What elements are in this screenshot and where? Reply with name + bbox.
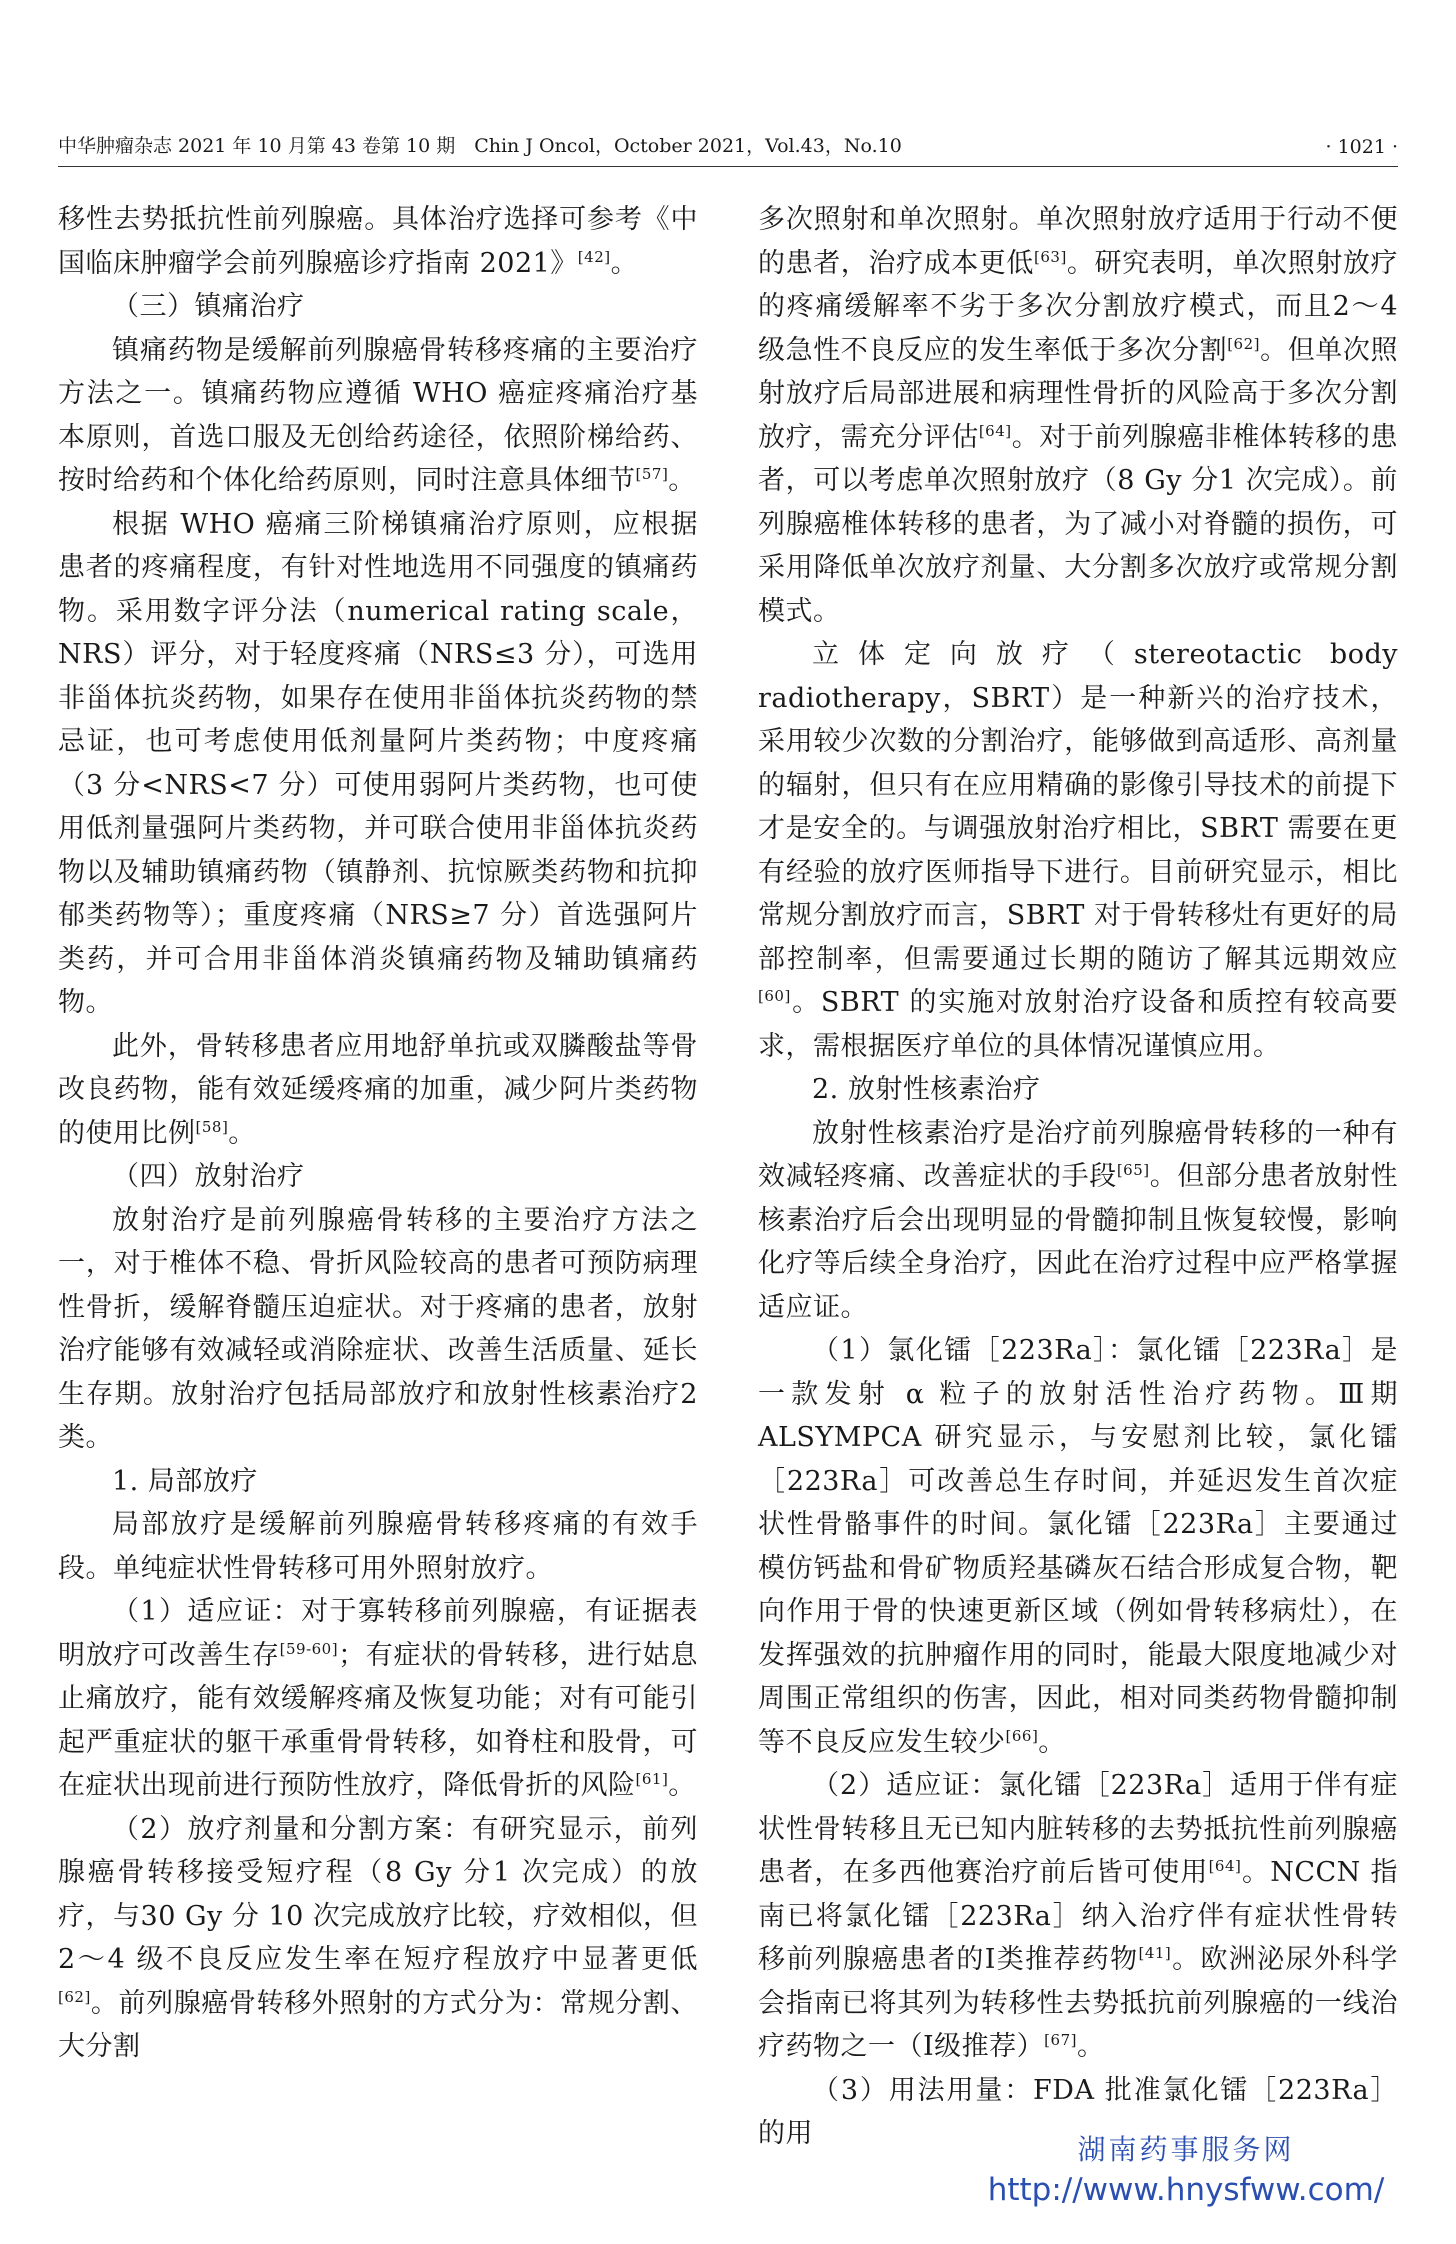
paragraph <box>58 329 698 503</box>
citation-ref: [62] <box>58 1987 91 2006</box>
citation-ref: [61] <box>635 1770 669 1788</box>
paragraph-text: 。但部分患者放射性核素治疗后会出现明显的骨髓抑制且恢复较慢，影响化疗等后续全身治疗，因此在治疗过程中应严格掌握适应证。 <box>758 1161 1399 1323</box>
paragraph <box>58 1155 698 1199</box>
paragraph-text: 放射治疗是前列腺癌骨转移的主要治疗方法之一，对于椎体不稳、骨折风险较高的患者可预防病理性骨折，缓解脊髓压迫症状。对于疼痛的患者，放射治疗能够有效减轻或消除症状、改善生活质量、延长生存期。放射治疗包括局部放疗和放射性核素治疗2 类。 <box>58 1204 698 1453</box>
citation-ref: [67] <box>1044 2031 1077 2049</box>
paragraph-text: 根据 WHO 癌痛三阶梯镇痛治疗原则，应根据患者的疼痛程度，有针对性地选用不同强度的镇痛药物。采用数字评分法（numerical rating scale，NRS）评分，对于轻度疼痛（NRS≤3 分），可选用非甾体抗炎药物，如果存在使用非甾体抗炎药物的禁忌证，也可考虑使用低剂量阿片类药物；中度疼痛（3 分<NRS<7 分）可使用弱阿片类药物，也可使用低剂量强阿片类药物，并可联合使用非甾体抗炎药物以及辅助镇痛药物（镇静剂、抗惊厥类药物和抗抑郁类药物等）；重度疼痛（NRS≥7 分）首选强阿片类药，并可合用非甾体消炎镇痛药物及辅助镇痛药物。 <box>58 508 698 1018</box>
citation-ref: [63] <box>1034 247 1067 266</box>
paragraph <box>58 1808 698 2069</box>
citation-ref: [64] <box>978 421 1012 440</box>
paragraph-text: （1）氯化镭［223Ra］：氯化镭［223Ra］是一款发射 α 粒子的放射活性治疗药物。Ⅲ期 ALSYMPCA 研究显示，与安慰剂比较，氯化镭［223Ra］可改善总生存时间，并延迟发生首次症状性骨骼事件的时间。氯化镭［223Ra］主要通过模仿钙盐和骨矿物质羟基磷灰石结合形成复合物，靶向作用于骨的快速更新区域（例如骨转移病灶），在发挥强效的抗肿瘤作用的同时，能最大限度地减少对周围正常组织的伤害，因此，相对同类药物骨髓抑制等不良反应发生较少 <box>758 1335 1398 1758</box>
paragraph <box>58 1590 698 1808</box>
paragraph <box>58 1025 698 1156</box>
right-column <box>758 198 1398 2156</box>
paragraph-text: 。 <box>610 247 639 279</box>
paragraph-text: 。 <box>1076 2031 1105 2062</box>
paragraph <box>758 1112 1398 1330</box>
citation-ref: [42] <box>577 247 611 266</box>
paragraph-text: 多次照射和单次照射。单次照射放疗适用于行动不便的患者，治疗成本更低 <box>758 204 1398 279</box>
paragraph-text: 。NCCN 指南已将氯化镭［223Ra］纳入治疗伴有症状性骨转移前列腺癌患者的Ⅰ类推荐药物 <box>758 1857 1399 1975</box>
paragraph-text: 。 <box>668 1770 696 1801</box>
citation-ref: [64] <box>1208 1857 1242 1875</box>
citation-ref: [65] <box>1116 1161 1150 1179</box>
citation-ref: [41] <box>1138 1944 1172 1962</box>
paragraph <box>758 1068 1398 1112</box>
paragraph-text: 。 <box>1038 1726 1066 1758</box>
paragraph-text: 立体定向放疗（stereotactic body radiotherapy，SBRT）是一种新兴的治疗技术，采用较少次数的分割治疗，能够做到高适形、高剂量的辐射，但只有在应用精确的影像引导技术的前提下才是安全的。与调强放射治疗相比，SBRT 需要在更有经验的放疗医师指导下进行。目前研究显示，相比常规分割放疗而言，SBRT 对于骨转移灶有更好的局部控制率，但需要通过长期的随访了解其远期效应 <box>758 639 1398 975</box>
paragraph-text: 移性去势抵抗性前列腺癌。具体治疗选择可参考《中国临床肿瘤学会前列腺癌诊疗指南 2021》 <box>58 204 698 279</box>
paragraph-text: （1）适应证：对于寡转移前列腺癌，有证据表明放疗可改善生存 <box>58 1596 698 1671</box>
paragraph <box>758 1329 1398 1764</box>
paragraph-text: 放射性核素治疗是治疗前列腺癌骨转移的一种有效减轻疼痛、改善症状的手段 <box>758 1117 1398 1192</box>
watermark-url: http://www.hnysfww.com/ <box>987 2172 1385 2208</box>
running-header <box>58 130 1398 167</box>
paragraph-text: 。研究表明，单次照射放疗的疼痛缓解率不劣于多次分割放疗模式，而且2～4 级急性不良反应的发生率低于多次分割 <box>758 247 1399 366</box>
citation-ref: [59-60] <box>279 1639 339 1658</box>
paragraph-text: 。前列腺癌骨转移外照射的方式分为：常规分割、大分割 <box>58 1987 698 2062</box>
paragraph-text: 局部放疗是缓解前列腺癌骨转移疼痛的有效手段。单纯症状性骨转移可用外照射放疗。 <box>58 1509 698 1584</box>
paragraph-text: 1. 局部放疗 <box>112 1465 258 1497</box>
paragraph-text: ；有症状的骨转移，进行姑息止痛放疗，能有效缓解疼痛及恢复功能；对有可能引起严重症状的躯干承重骨骨转移，如脊柱和股骨，可在症状出现前进行预防性放疗，降低骨折的风险 <box>58 1639 699 1801</box>
watermark <box>976 2128 1396 2208</box>
paragraph <box>758 1764 1398 2069</box>
watermark-site-name: 湖南药事服务网 <box>1077 2133 1295 2166</box>
paragraph-text: 。欧洲泌尿外科学会指南已将其列为转移性去势抵抗前列腺癌的一线治疗药物之一（Ⅰ级推荐） <box>758 1944 1399 2062</box>
paragraph-text: （四）放射治疗 <box>112 1161 305 1192</box>
paragraph <box>58 285 698 329</box>
paragraph <box>758 633 1398 1068</box>
paragraph-text: 。SBRT 的实施对放射治疗设备和质控有较高要求，需根据医疗单位的具体情况谨慎应用。 <box>758 987 1398 1062</box>
citation-ref: [66] <box>1005 1726 1039 1745</box>
paragraph <box>758 198 1398 633</box>
left-column <box>58 198 698 2069</box>
citation-ref: [60] <box>758 987 791 1005</box>
paragraph-text: 镇痛药物是缓解前列腺癌骨转移疼痛的主要治疗方法之一。镇痛药物应遵循 WHO 癌症疼痛治疗基本原则，首选口服及无创给药途径，依照阶梯给药、按时给药和个体化给药原则，同时注意具体细节 <box>58 334 698 496</box>
paragraph-text: 。 <box>668 465 696 496</box>
paragraph <box>58 198 698 285</box>
paragraph <box>58 503 698 1025</box>
paragraph-text: 2. 放射性核素治疗 <box>812 1074 1041 1105</box>
paragraph-text: 。但单次照射放疗后局部进展和病理性骨折的风险高于多次分割放疗，需充分评估 <box>758 334 1399 453</box>
paragraph-text: 此外，骨转移患者应用地舒单抗或双膦酸盐等骨改良药物，能有效延缓疼痛的加重，减少阿片类药物的使用比例 <box>58 1030 698 1149</box>
paragraph-text: 。 <box>228 1117 256 1149</box>
paragraph-text: （三）镇痛治疗 <box>112 291 305 322</box>
paragraph-text: （2）适应证：氯化镭［223Ra］适用于伴有症状性骨转移且无已知内脏转移的去势抵抗性前列腺癌患者，在多西他赛治疗前后皆可使用 <box>758 1770 1398 1888</box>
paragraph-text: 。对于前列腺癌非椎体转移的患者，可以考虑单次照射放疗（8 Gy 分1 次完成）。前列腺癌椎体转移的患者，为了减小对脊髓的损伤，可采用降低单次放疗剂量、大分割多次放疗或常规分割模式。 <box>758 421 1399 627</box>
citation-ref: [62] <box>1227 334 1260 353</box>
citation-ref: [58] <box>195 1117 229 1136</box>
paragraph <box>58 1460 698 1504</box>
paragraph <box>58 1199 698 1460</box>
page-number: · 1021 · <box>1325 136 1398 158</box>
paragraph <box>58 1503 698 1590</box>
paragraph-text: （3）用法用量：FDA 批准氯化镭［223Ra］的用 <box>758 2074 1398 2149</box>
paragraph-text: （2）放疗剂量和分割方案：有研究显示，前列腺癌骨转移接受短疗程（8 Gy 分1 次完成）的放疗，与30 Gy 分 10 次完成放疗比较，疗效相似，但 2～4 级不良反应发生率在短疗程放疗中显著更低 <box>58 1813 698 1975</box>
citation-ref: [57] <box>635 465 669 483</box>
journal-citation: 中华肿瘤杂志 2021 年 10 月第 43 卷第 10 期 Chin J Oncol，October 2021，Vol.43，No.10 <box>58 135 902 157</box>
